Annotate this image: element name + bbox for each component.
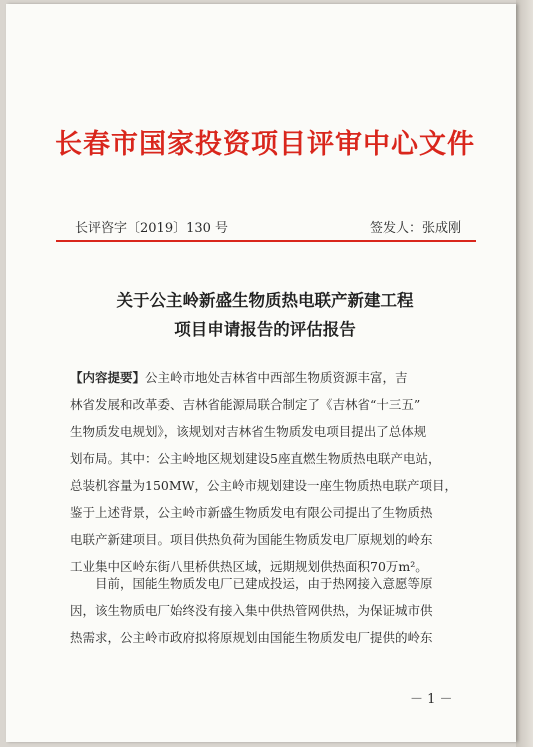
paragraph-line: 目前，国能生物质发电厂已建成投运，由于热网接入意愿等原: [95, 576, 433, 591]
document-number: 长评咨字〔2019〕130 号: [75, 221, 229, 236]
summary-line: 工业集中区岭东街八里桥供热区域，远期规划供热面积70万m²。: [70, 559, 428, 574]
document-signer: 签发人：张成刚: [369, 221, 461, 236]
paragraph-line: 因，该生物质电厂始终没有接入集中供热管网供热，为保证城市供: [70, 603, 433, 618]
scan-background-edge: [516, 0, 533, 747]
header-red-rule: [56, 240, 476, 242]
document-header-title: 长春市国家投资项目评审中心文件: [55, 129, 475, 160]
paragraph-2: [70, 570, 462, 651]
summary-line: [70, 364, 462, 391]
summary-line-text: 公主岭市地处吉林省中西部生物质资源丰富，吉: [145, 370, 408, 385]
summary-line: 鉴于上述背景，公主岭市新盛生物质发电有限公司提出了生物质热: [70, 505, 433, 520]
summary-line: 划布局。其中：公主岭地区规划建设5座直燃生物质热电联产电站，: [70, 451, 441, 466]
page-number: － 1 －: [410, 692, 453, 707]
summary-line: 林省发展和改革委、吉林省能源局联合制定了《吉林省“十三五”: [70, 397, 421, 412]
summary-line: 生物质发电规划》，该规划对吉林省生物质发电项目提出了总体规: [70, 424, 427, 439]
report-title-line-1: 关于公主岭新盛生物质热电联产新建工程: [116, 291, 414, 310]
summary-line: 总装机容量为150MW，公主岭市规划建设一座生物质热电联产项目，: [70, 478, 458, 493]
report-title-line-2: 项目申请报告的评估报告: [174, 320, 356, 339]
summary-section: [70, 364, 462, 580]
paragraph-line: 热需求，公主岭市政府拟将原规划由国能生物质发电厂提供的岭东: [70, 630, 433, 645]
summary-line: 电联产新建项目。项目供热负荷为国能生物质发电厂原规划的岭东: [70, 532, 433, 547]
summary-tag: 【内容提要】: [70, 370, 146, 385]
